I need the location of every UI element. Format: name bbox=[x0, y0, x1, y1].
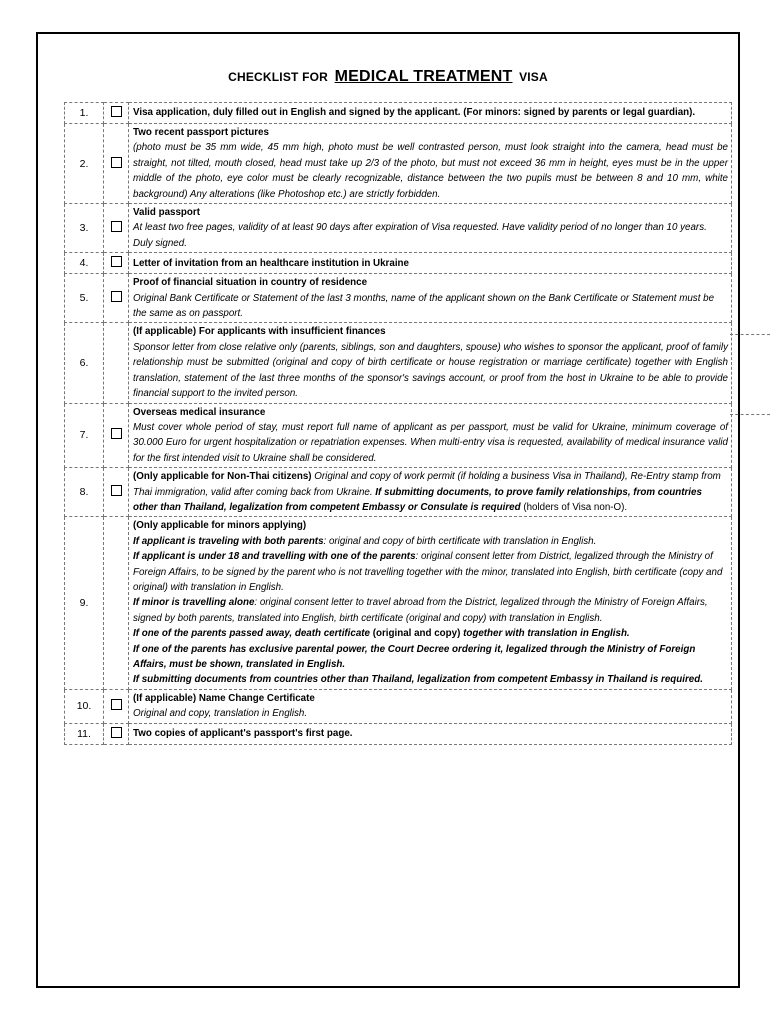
clause-lead: If applicant is traveling with both parents bbox=[133, 535, 324, 547]
checklist-row bbox=[65, 723, 732, 744]
checklist-row bbox=[65, 517, 732, 689]
checklist-row bbox=[65, 253, 732, 274]
item-clause bbox=[133, 534, 728, 549]
clause-text: : original consent letter from District, legalized through the Ministry of Foreign Affairs, to be signed by the parent who is not travelling together with the minor, translated into English, birth certificate (copy and original) with translation in English. bbox=[133, 551, 723, 593]
item-number: 3. bbox=[65, 204, 104, 253]
item-emphasis: If submitting documents, to prove family relationships, from countries other than Thailand, legalization from competent Embassy or Consulate is required bbox=[133, 486, 702, 513]
clause-lead: If one of the parents passed away, death certificate bbox=[133, 628, 373, 640]
item-text bbox=[129, 274, 732, 323]
item-text bbox=[129, 403, 732, 468]
clause-text: : original and copy of birth certificate with translation in English. bbox=[323, 535, 597, 547]
checkbox-square-icon bbox=[111, 256, 122, 267]
item-number: 11. bbox=[65, 723, 104, 744]
checkbox[interactable] bbox=[104, 103, 129, 124]
item-number: 4. bbox=[65, 253, 104, 274]
item-body: Original and copy, translation in English. bbox=[133, 708, 308, 720]
checkbox-square-icon bbox=[111, 291, 122, 302]
checkbox[interactable] bbox=[104, 274, 129, 323]
item-heading: Overseas medical insurance bbox=[133, 406, 266, 418]
item-text bbox=[129, 124, 732, 204]
item-heading: Proof of financial situation in country of residence bbox=[133, 277, 368, 289]
checkbox-square-icon bbox=[111, 428, 122, 439]
item-number: 1. bbox=[65, 103, 104, 124]
item-body: Original and copy of work permit (if holding a business Visa in Thailand), Re-Entry stamp from Thai immigration, valid after coming back from Ukraine. bbox=[133, 471, 721, 498]
checklist-row bbox=[65, 204, 732, 253]
page-frame bbox=[36, 32, 740, 988]
checklist-row bbox=[65, 468, 732, 517]
item-body: Sponsor letter from close relative only (parents, siblings, son and daughters, spouse) who wishes to sponsor the applicant, proof of family relationship must be submitted (original and copy of birth certificate or house registration or marriage certificate) together with English translation, statement of the last three months of the sponsor's savings account, or proof from the host in Ukraine to be able to provide financial support to the invited person. bbox=[133, 341, 728, 400]
item-heading: Two recent passport pictures bbox=[133, 127, 269, 138]
item-clause bbox=[133, 595, 728, 626]
title-prefix: CHECKLIST FOR bbox=[228, 70, 329, 84]
checklist-row bbox=[65, 323, 732, 403]
checkbox[interactable] bbox=[104, 403, 129, 468]
checklist-row bbox=[65, 103, 732, 124]
item-lead: (Only applicable for Non-Thai citizens) bbox=[133, 471, 312, 483]
checkbox[interactable] bbox=[104, 124, 129, 204]
checklist-table bbox=[64, 102, 732, 745]
item-tail: (holders of Visa non-O). bbox=[520, 501, 628, 513]
clause-text: together with translation in English. bbox=[460, 628, 630, 640]
item-number: 9. bbox=[65, 517, 104, 689]
item-heading: Letter of invitation from an healthcare institution in Ukraine bbox=[133, 257, 409, 269]
item-number: 6. bbox=[65, 323, 104, 403]
checkbox-square-icon bbox=[111, 699, 122, 710]
item-body: (photo must be 35 mm wide, 45 mm high, photo must be well contrasted person, must look straight into the camera, head must be straight, not tilted, mouth closed, head must take up 2/3 of the photo, but must not exceed 36 mm in height, eyes must be in the upper middle of the photo, eye color must be clearly recognizable, distance between the two pupils must be between 8 and 10 mm, white background) Any alterations (like Photoshop etc.) are strictly forbidden. bbox=[133, 142, 728, 200]
item-number: 10. bbox=[65, 689, 104, 723]
item-number: 8. bbox=[65, 468, 104, 517]
item-text bbox=[129, 253, 732, 274]
item-body: At least two free pages, validity of at least 90 days after expiration of Visa requested. Have validity period of no longer than 10 years. Duly signed. bbox=[133, 222, 707, 249]
title-main: MEDICAL TREATMENT bbox=[334, 68, 513, 85]
item-number: 5. bbox=[65, 274, 104, 323]
clause-lead: If minor is travelling alone bbox=[133, 597, 255, 609]
item-number: 7. bbox=[65, 403, 104, 468]
item-heading: Valid passport bbox=[133, 207, 200, 219]
item-heading: (If applicable) For applicants with insufficient finances bbox=[133, 326, 386, 338]
item-number: 2. bbox=[65, 124, 104, 204]
item-clause: If one of the parents has exclusive parental power, the Court Decree ordering it, legalized through the Ministry of Foreign Affairs, must be shown, translated in English. bbox=[133, 643, 696, 670]
checkbox-square-icon bbox=[111, 727, 122, 738]
row-border-extension bbox=[730, 414, 770, 415]
document-title bbox=[38, 68, 738, 86]
checkbox-cell-empty bbox=[104, 517, 129, 689]
item-text bbox=[129, 723, 732, 744]
item-text bbox=[129, 689, 732, 723]
checkbox[interactable] bbox=[104, 723, 129, 744]
checklist-row bbox=[65, 274, 732, 323]
item-clause bbox=[133, 549, 728, 595]
checkbox-square-icon bbox=[111, 485, 122, 496]
item-body: Must cover whole period of stay, must report full name of applicant as per passport, must be valid for Ukraine, minimum coverage of 30.000 Euro for urgent hospitalization or repatriation expenses. When multi-entry visa is requested, availability of medical insurance valid for the first intended visit to Ukraine shall be considered. bbox=[133, 421, 728, 464]
row-border-extension bbox=[730, 334, 770, 335]
item-heading: (Only applicable for minors applying) bbox=[133, 520, 307, 532]
item-heading: Two copies of applicant's passport's first page. bbox=[133, 727, 353, 739]
checkbox-square-icon bbox=[111, 157, 122, 168]
clause-lead: If applicant is under 18 and travelling with one of the parents bbox=[133, 551, 416, 563]
item-clause: If submitting documents from countries other than Thailand, legalization from competent Embassy in Thailand is required. bbox=[133, 674, 703, 686]
clause-text: : original consent letter to travel abroad from the District, legalized through the Ministry of Foreign Affairs, signed by both parents, translated into English, birth certificate (original and copy) with translation in English. bbox=[133, 597, 708, 624]
item-text bbox=[129, 323, 732, 403]
clause-text: (original and copy) bbox=[372, 628, 461, 640]
item-heading: (If applicable) Name Change Certificate bbox=[133, 692, 315, 704]
item-body: Original Bank Certificate or Statement of the last 3 months, name of the applicant shown on the Bank Certificate or Statement must be the same as on passport. bbox=[133, 292, 715, 320]
title-suffix: VISA bbox=[519, 70, 548, 84]
checkbox[interactable] bbox=[104, 253, 129, 274]
item-text bbox=[129, 103, 732, 124]
checkbox[interactable] bbox=[104, 204, 129, 253]
item-text bbox=[129, 204, 732, 253]
item-text bbox=[129, 517, 732, 689]
checkbox-square-icon bbox=[111, 106, 122, 117]
checkbox-cell-empty bbox=[104, 323, 129, 403]
item-heading: Visa application, duly filled out in English and signed by the applicant. (For minors: signed by parents or legal guardian). bbox=[133, 107, 696, 119]
checklist-row bbox=[65, 124, 732, 204]
item-text bbox=[129, 468, 732, 517]
checkbox[interactable] bbox=[104, 689, 129, 723]
checkbox-square-icon bbox=[111, 221, 122, 232]
checkbox[interactable] bbox=[104, 468, 129, 517]
checklist-row bbox=[65, 689, 732, 723]
item-clause bbox=[133, 626, 728, 641]
checklist-row bbox=[65, 403, 732, 468]
